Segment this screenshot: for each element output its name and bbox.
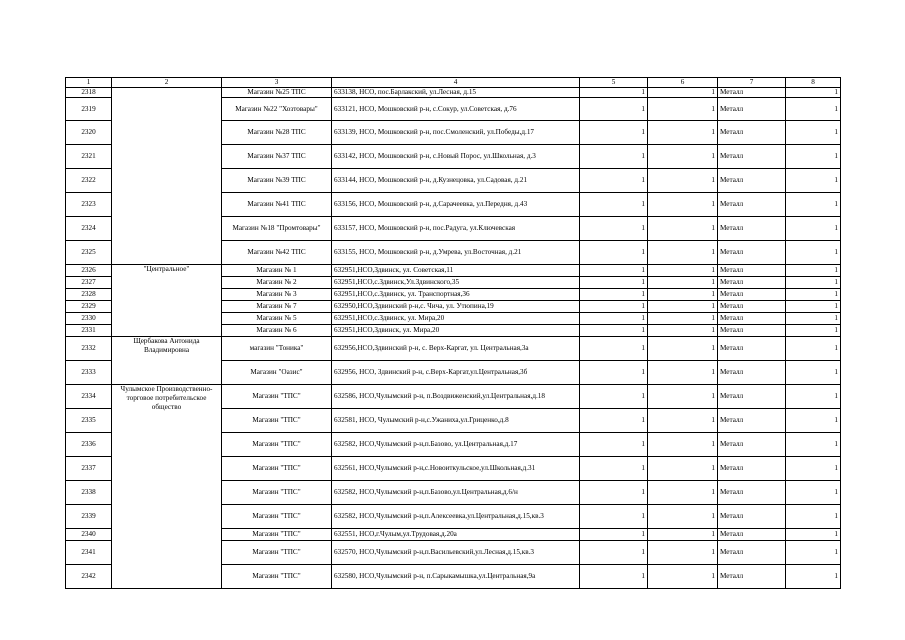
col6-value: 1	[648, 505, 718, 529]
organization-cell	[112, 88, 222, 265]
col5-value: 1	[580, 193, 648, 217]
material-value: Металл	[718, 541, 786, 565]
store-address: 632551, НСО,г.Чулым,ул.Трудовая,д.20а	[332, 529, 580, 541]
col5-value: 1	[580, 409, 648, 433]
row-number: 2319	[66, 98, 112, 121]
row-number: 2331	[66, 325, 112, 337]
col5-value: 1	[580, 325, 648, 337]
col5-value: 1	[580, 145, 648, 169]
store-name: Магазин №41 ТПС	[222, 193, 332, 217]
column-header: 7	[718, 78, 786, 88]
col5-value: 1	[580, 457, 648, 481]
col5-value: 1	[580, 289, 648, 301]
col5-value: 1	[580, 169, 648, 193]
store-name: Магазин №22 "Хозтовары"	[222, 98, 332, 121]
col6-value: 1	[648, 529, 718, 541]
column-header: 4	[332, 78, 580, 88]
col6-value: 1	[648, 361, 718, 385]
store-name: Магазин "ТПС"	[222, 505, 332, 529]
material-value: Металл	[718, 313, 786, 325]
store-name: Магазин "ТПС"	[222, 529, 332, 541]
store-address: 633144, НСО, Мошковский р-н, д.Кузнецовка, ул.Садовая, д.21	[332, 169, 580, 193]
col5-value: 1	[580, 301, 648, 313]
material-value: Металл	[718, 121, 786, 145]
col5-value: 1	[580, 565, 648, 589]
col8-value: 1	[786, 565, 841, 589]
material-value: Металл	[718, 481, 786, 505]
row-number: 2328	[66, 289, 112, 301]
col5-value: 1	[580, 505, 648, 529]
store-name: Магазин №37 ТПС	[222, 145, 332, 169]
row-number: 2320	[66, 121, 112, 145]
store-address: 632951,НСО,Здвинск, ул. Мира,20	[332, 325, 580, 337]
material-value: Металл	[718, 457, 786, 481]
store-name: Магазин №42 ТПС	[222, 241, 332, 265]
col8-value: 1	[786, 409, 841, 433]
store-address: 632586, НСО,Чулымский р-н, п.Воздвиженский,ул.Центральная,д.18	[332, 385, 580, 409]
row-number: 2333	[66, 361, 112, 385]
col5-value: 1	[580, 337, 648, 361]
row-number: 2337	[66, 457, 112, 481]
store-address: 632582, НСО,Чулымский р-н,п.Алексеевка,ул.Центральная,д.15,кв.3	[332, 505, 580, 529]
row-number: 2323	[66, 193, 112, 217]
store-address: 633121, НСО, Мошковский р-н, с.Сокур, ул.Советская, д.76	[332, 98, 580, 121]
store-name: Магазин № 3	[222, 289, 332, 301]
col6-value: 1	[648, 121, 718, 145]
column-header: 3	[222, 78, 332, 88]
col6-value: 1	[648, 289, 718, 301]
store-address: 632951,НСО,с.Здвинск,Ул.Здвинского,35	[332, 277, 580, 289]
material-value: Металл	[718, 193, 786, 217]
col6-value: 1	[648, 169, 718, 193]
store-name: Магазин № 6	[222, 325, 332, 337]
store-name: Магазин "ТПС"	[222, 433, 332, 457]
row-number: 2318	[66, 88, 112, 98]
row-number: 2325	[66, 241, 112, 265]
col6-value: 1	[648, 481, 718, 505]
store-address: 632956, НСО, Здвинский р-н, с.Верх-Каргат,ул.Центральная,3б	[332, 361, 580, 385]
store-address: 632582, НСО,Чулымский р-н,п.Базово, ул.Центральная,д.17	[332, 433, 580, 457]
col8-value: 1	[786, 541, 841, 565]
store-name: Магазин №39 ТПС	[222, 169, 332, 193]
material-value: Металл	[718, 265, 786, 277]
store-address: 633157, НСО, Мошковский р-н, пос.Радуга, ул.Ключевская	[332, 217, 580, 241]
row-number: 2322	[66, 169, 112, 193]
material-value: Металл	[718, 385, 786, 409]
col5-value: 1	[580, 217, 648, 241]
material-value: Металл	[718, 325, 786, 337]
material-value: Металл	[718, 529, 786, 541]
material-value: Металл	[718, 505, 786, 529]
store-address: 633142, НСО, Мошковский р-н, с.Новый Порос, ул.Школьная, д.3	[332, 145, 580, 169]
row-number: 2326	[66, 265, 112, 277]
col8-value: 1	[786, 313, 841, 325]
store-address: 632951,НСО,с.Здвинск, ул. Мира,20	[332, 313, 580, 325]
col6-value: 1	[648, 565, 718, 589]
store-name: Магазин "ТПС"	[222, 565, 332, 589]
store-address: 632956,НСО,Здвинский р-н, с. Верх-Каргат, ул. Центральная,3а	[332, 337, 580, 361]
col6-value: 1	[648, 88, 718, 98]
row-number: 2324	[66, 217, 112, 241]
material-value: Металл	[718, 565, 786, 589]
registry-table	[65, 77, 841, 589]
store-address: 633155, НСО, Мошковский р-н, д.Умрева, ул.Восточная, д.21	[332, 241, 580, 265]
col5-value: 1	[580, 481, 648, 505]
row-number: 2341	[66, 541, 112, 565]
store-name: Магазин №18 "Промтовары"	[222, 217, 332, 241]
col5-value: 1	[580, 361, 648, 385]
row-number: 2329	[66, 301, 112, 313]
col8-value: 1	[786, 289, 841, 301]
column-header: 1	[66, 78, 112, 88]
col8-value: 1	[786, 385, 841, 409]
organization-cell: Щербакова Антонида Владимировна	[112, 337, 222, 385]
col5-value: 1	[580, 433, 648, 457]
col5-value: 1	[580, 313, 648, 325]
col8-value: 1	[786, 145, 841, 169]
row-number: 2338	[66, 481, 112, 505]
col5-value: 1	[580, 541, 648, 565]
col6-value: 1	[648, 457, 718, 481]
col8-value: 1	[786, 325, 841, 337]
store-address: 632561, НСО,Чулымский р-н,с.Новоиткульское,ул.Школьная,д.31	[332, 457, 580, 481]
store-address: 632581, НСО, Чулымский р-н,с.Ужаниха,ул.Гриценко,д.8	[332, 409, 580, 433]
col6-value: 1	[648, 217, 718, 241]
col6-value: 1	[648, 98, 718, 121]
col6-value: 1	[648, 193, 718, 217]
column-header: 5	[580, 78, 648, 88]
store-name: Магазин "ТПС"	[222, 481, 332, 505]
col5-value: 1	[580, 121, 648, 145]
col6-value: 1	[648, 277, 718, 289]
store-address: 632950,НСО,Здвинский р-н,с. Чича, ул. Утюпина,19	[332, 301, 580, 313]
store-address: 632951,НСО,с.Здвинск, ул. Транспортная,36	[332, 289, 580, 301]
store-name: Магазин "ТПС"	[222, 457, 332, 481]
store-name: Магазин "Оазис"	[222, 361, 332, 385]
material-value: Металл	[718, 88, 786, 98]
table-row	[66, 265, 841, 277]
col8-value: 1	[786, 98, 841, 121]
col8-value: 1	[786, 265, 841, 277]
col8-value: 1	[786, 361, 841, 385]
col8-value: 1	[786, 433, 841, 457]
row-number: 2332	[66, 337, 112, 361]
col8-value: 1	[786, 337, 841, 361]
col6-value: 1	[648, 313, 718, 325]
col8-value: 1	[786, 457, 841, 481]
table-row	[66, 385, 841, 409]
store-name: Магазин № 5	[222, 313, 332, 325]
col8-value: 1	[786, 169, 841, 193]
row-number: 2330	[66, 313, 112, 325]
col5-value: 1	[580, 88, 648, 98]
col8-value: 1	[786, 505, 841, 529]
row-number: 2342	[66, 565, 112, 589]
store-name: Магазин №25 ТПС	[222, 88, 332, 98]
row-number: 2339	[66, 505, 112, 529]
col8-value: 1	[786, 277, 841, 289]
material-value: Металл	[718, 289, 786, 301]
col5-value: 1	[580, 529, 648, 541]
store-address: 633156, НСО, Мошковский р-н, д.Сарачеевка, ул.Передня, д.43	[332, 193, 580, 217]
col8-value: 1	[786, 241, 841, 265]
store-address: 633139, НСО, Мошковский р-н, пос.Смоленский, ул.Победы,д.17	[332, 121, 580, 145]
organization-cell: Чулымское Производственно-торговое потребительское общество	[112, 385, 222, 589]
table-row	[66, 88, 841, 98]
header-row	[66, 78, 841, 88]
material-value: Металл	[718, 337, 786, 361]
col8-value: 1	[786, 217, 841, 241]
store-name: Магазин № 2	[222, 277, 332, 289]
store-address: 633138, НСО, пос.Барлакский, ул.Лесная, д.15	[332, 88, 580, 98]
store-name: Магазин № 1	[222, 265, 332, 277]
material-value: Металл	[718, 241, 786, 265]
store-address: 632582, НСО,Чулымский р-н,п.Базово,ул.Центральная,д.6/н	[332, 481, 580, 505]
material-value: Металл	[718, 217, 786, 241]
store-address: 632951,НСО,Здвинск, ул. Советская,11	[332, 265, 580, 277]
col6-value: 1	[648, 541, 718, 565]
col5-value: 1	[580, 241, 648, 265]
row-number: 2327	[66, 277, 112, 289]
col6-value: 1	[648, 241, 718, 265]
store-name: Магазин "ТПС"	[222, 385, 332, 409]
col8-value: 1	[786, 301, 841, 313]
col8-value: 1	[786, 529, 841, 541]
store-address: 632580, НСО,Чулымский р-н, п.Сарыкамышка,ул.Центральная,9а	[332, 565, 580, 589]
col6-value: 1	[648, 409, 718, 433]
table-row	[66, 337, 841, 361]
col5-value: 1	[580, 98, 648, 121]
col6-value: 1	[648, 145, 718, 169]
material-value: Металл	[718, 361, 786, 385]
material-value: Металл	[718, 409, 786, 433]
store-name: Магазин "ТПС"	[222, 541, 332, 565]
row-number: 2340	[66, 529, 112, 541]
material-value: Металл	[718, 277, 786, 289]
row-number: 2336	[66, 433, 112, 457]
row-number: 2335	[66, 409, 112, 433]
col6-value: 1	[648, 301, 718, 313]
col5-value: 1	[580, 265, 648, 277]
store-name: Магазин №28 ТПС	[222, 121, 332, 145]
material-value: Металл	[718, 301, 786, 313]
col6-value: 1	[648, 385, 718, 409]
row-number: 2334	[66, 385, 112, 409]
material-value: Металл	[718, 433, 786, 457]
col6-value: 1	[648, 337, 718, 361]
column-header: 2	[112, 78, 222, 88]
store-name: Магазин № 7	[222, 301, 332, 313]
material-value: Металл	[718, 169, 786, 193]
store-address: 632570, НСО,Чулымский р-н,п.Васильевский,ул.Лесная,д.15,кв.3	[332, 541, 580, 565]
store-name: магазин "Тоника"	[222, 337, 332, 361]
col8-value: 1	[786, 88, 841, 98]
material-value: Металл	[718, 98, 786, 121]
col6-value: 1	[648, 265, 718, 277]
col8-value: 1	[786, 121, 841, 145]
col8-value: 1	[786, 481, 841, 505]
row-number: 2321	[66, 145, 112, 169]
store-name: Магазин "ТПС"	[222, 409, 332, 433]
col5-value: 1	[580, 277, 648, 289]
col5-value: 1	[580, 385, 648, 409]
column-header: 6	[648, 78, 718, 88]
organization-cell: "Центральное"	[112, 265, 222, 337]
col6-value: 1	[648, 433, 718, 457]
material-value: Металл	[718, 145, 786, 169]
column-header: 8	[786, 78, 841, 88]
col6-value: 1	[648, 325, 718, 337]
col8-value: 1	[786, 193, 841, 217]
